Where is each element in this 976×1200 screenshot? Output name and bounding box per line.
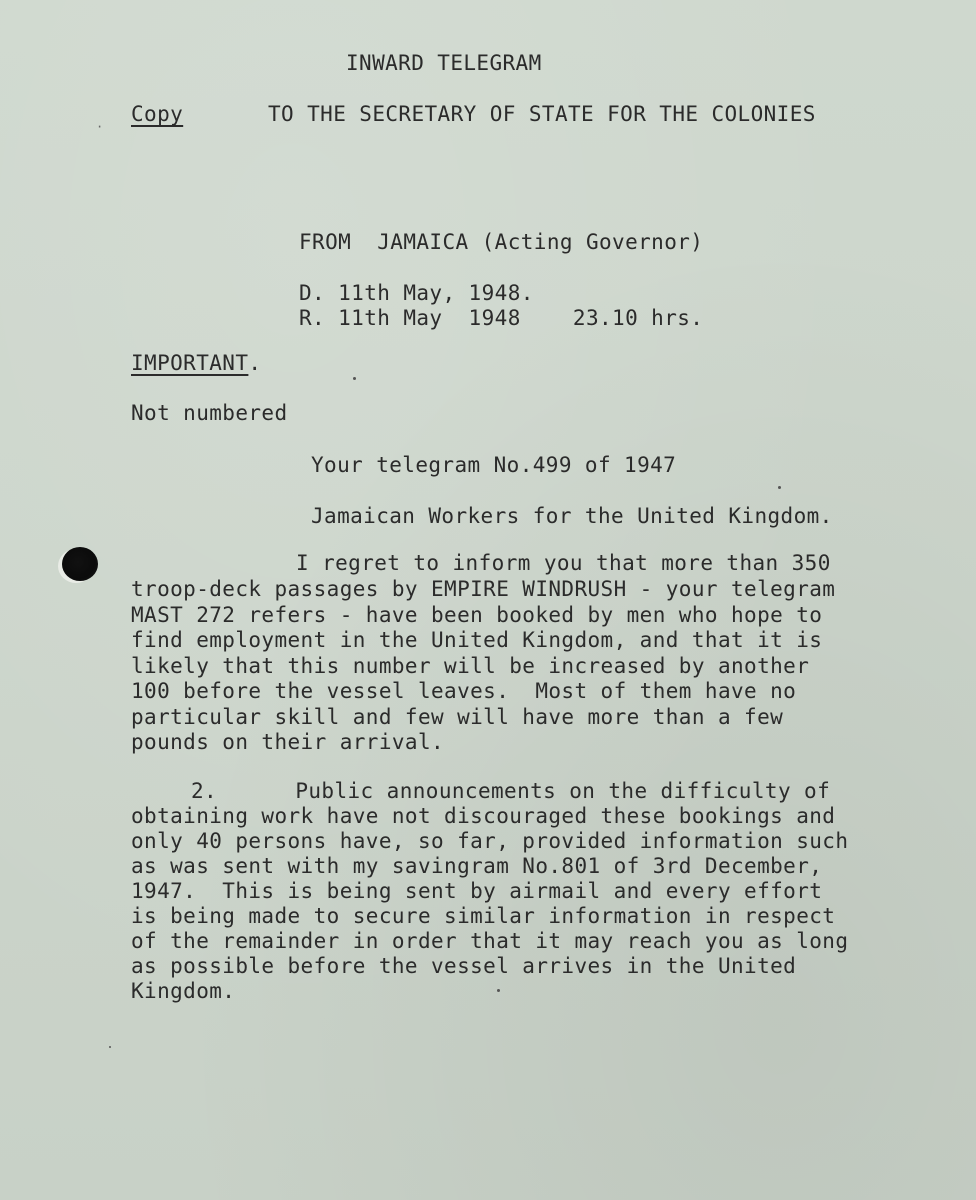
priority-text: IMPORTANT — [131, 351, 249, 375]
addressee-line: TO THE SECRETARY OF STATE FOR THE COLONIES — [268, 102, 816, 126]
paper-speck — [778, 486, 781, 489]
para2-line: 1947. This is being sent by airmail and every effort — [131, 879, 823, 903]
para1-line: MAST 272 refers - have been booked by men who hope to — [131, 603, 823, 627]
paper-speck — [109, 1046, 111, 1048]
from-line: FROM JAMAICA (Acting Governor) — [299, 230, 704, 254]
para2-line: is being made to secure similar information in respect — [131, 904, 836, 928]
reference-line: Your telegram No.499 of 1947 — [311, 453, 677, 477]
received-line: R. 11th May 1948 23.10 hrs. — [299, 306, 704, 330]
punch-hole — [62, 547, 98, 581]
para2-line: as was sent with my savingram No.801 of 3rd December, — [131, 854, 823, 878]
para2-line: as possible before the vessel arrives in the United — [131, 954, 797, 978]
dispatched-line: D. 11th May, 1948. — [299, 281, 534, 305]
priority-label — [131, 350, 261, 376]
para1-line: find employment in the United Kingdom, and that it is — [131, 628, 823, 652]
numbering-line: Not numbered — [131, 401, 288, 425]
para2-line: of the remainder in order that it may reach you as long — [131, 929, 849, 953]
subject-line: Jamaican Workers for the United Kingdom. — [311, 504, 833, 528]
priority-period: . — [248, 351, 262, 375]
paper-speck — [497, 989, 500, 992]
para1-line: pounds on their arrival. — [131, 730, 445, 754]
para2-line: obtaining work have not discouraged these bookings and — [131, 804, 836, 828]
para1-line: I regret to inform you that more than 350 — [296, 551, 831, 575]
copy-label: Copy — [131, 102, 184, 126]
paper-speck — [353, 377, 356, 380]
para1-line: troop-deck passages by EMPIRE WINDRUSH - your telegram — [131, 577, 836, 601]
telegram-title: INWARD TELEGRAM — [346, 51, 542, 75]
para1-line: likely that this number will be increased by another — [131, 654, 810, 678]
para1-line: particular skill and few will have more than a few — [131, 705, 784, 729]
para1-line: 100 before the vessel leaves. Most of them have no — [131, 679, 797, 703]
para2-line: only 40 persons have, so far, provided information such — [131, 829, 849, 853]
para2-line: Kingdom. — [131, 979, 236, 1003]
para2-line: 2. Public announcements on the difficulty of — [191, 779, 831, 803]
margin-mark: · — [96, 120, 104, 134]
